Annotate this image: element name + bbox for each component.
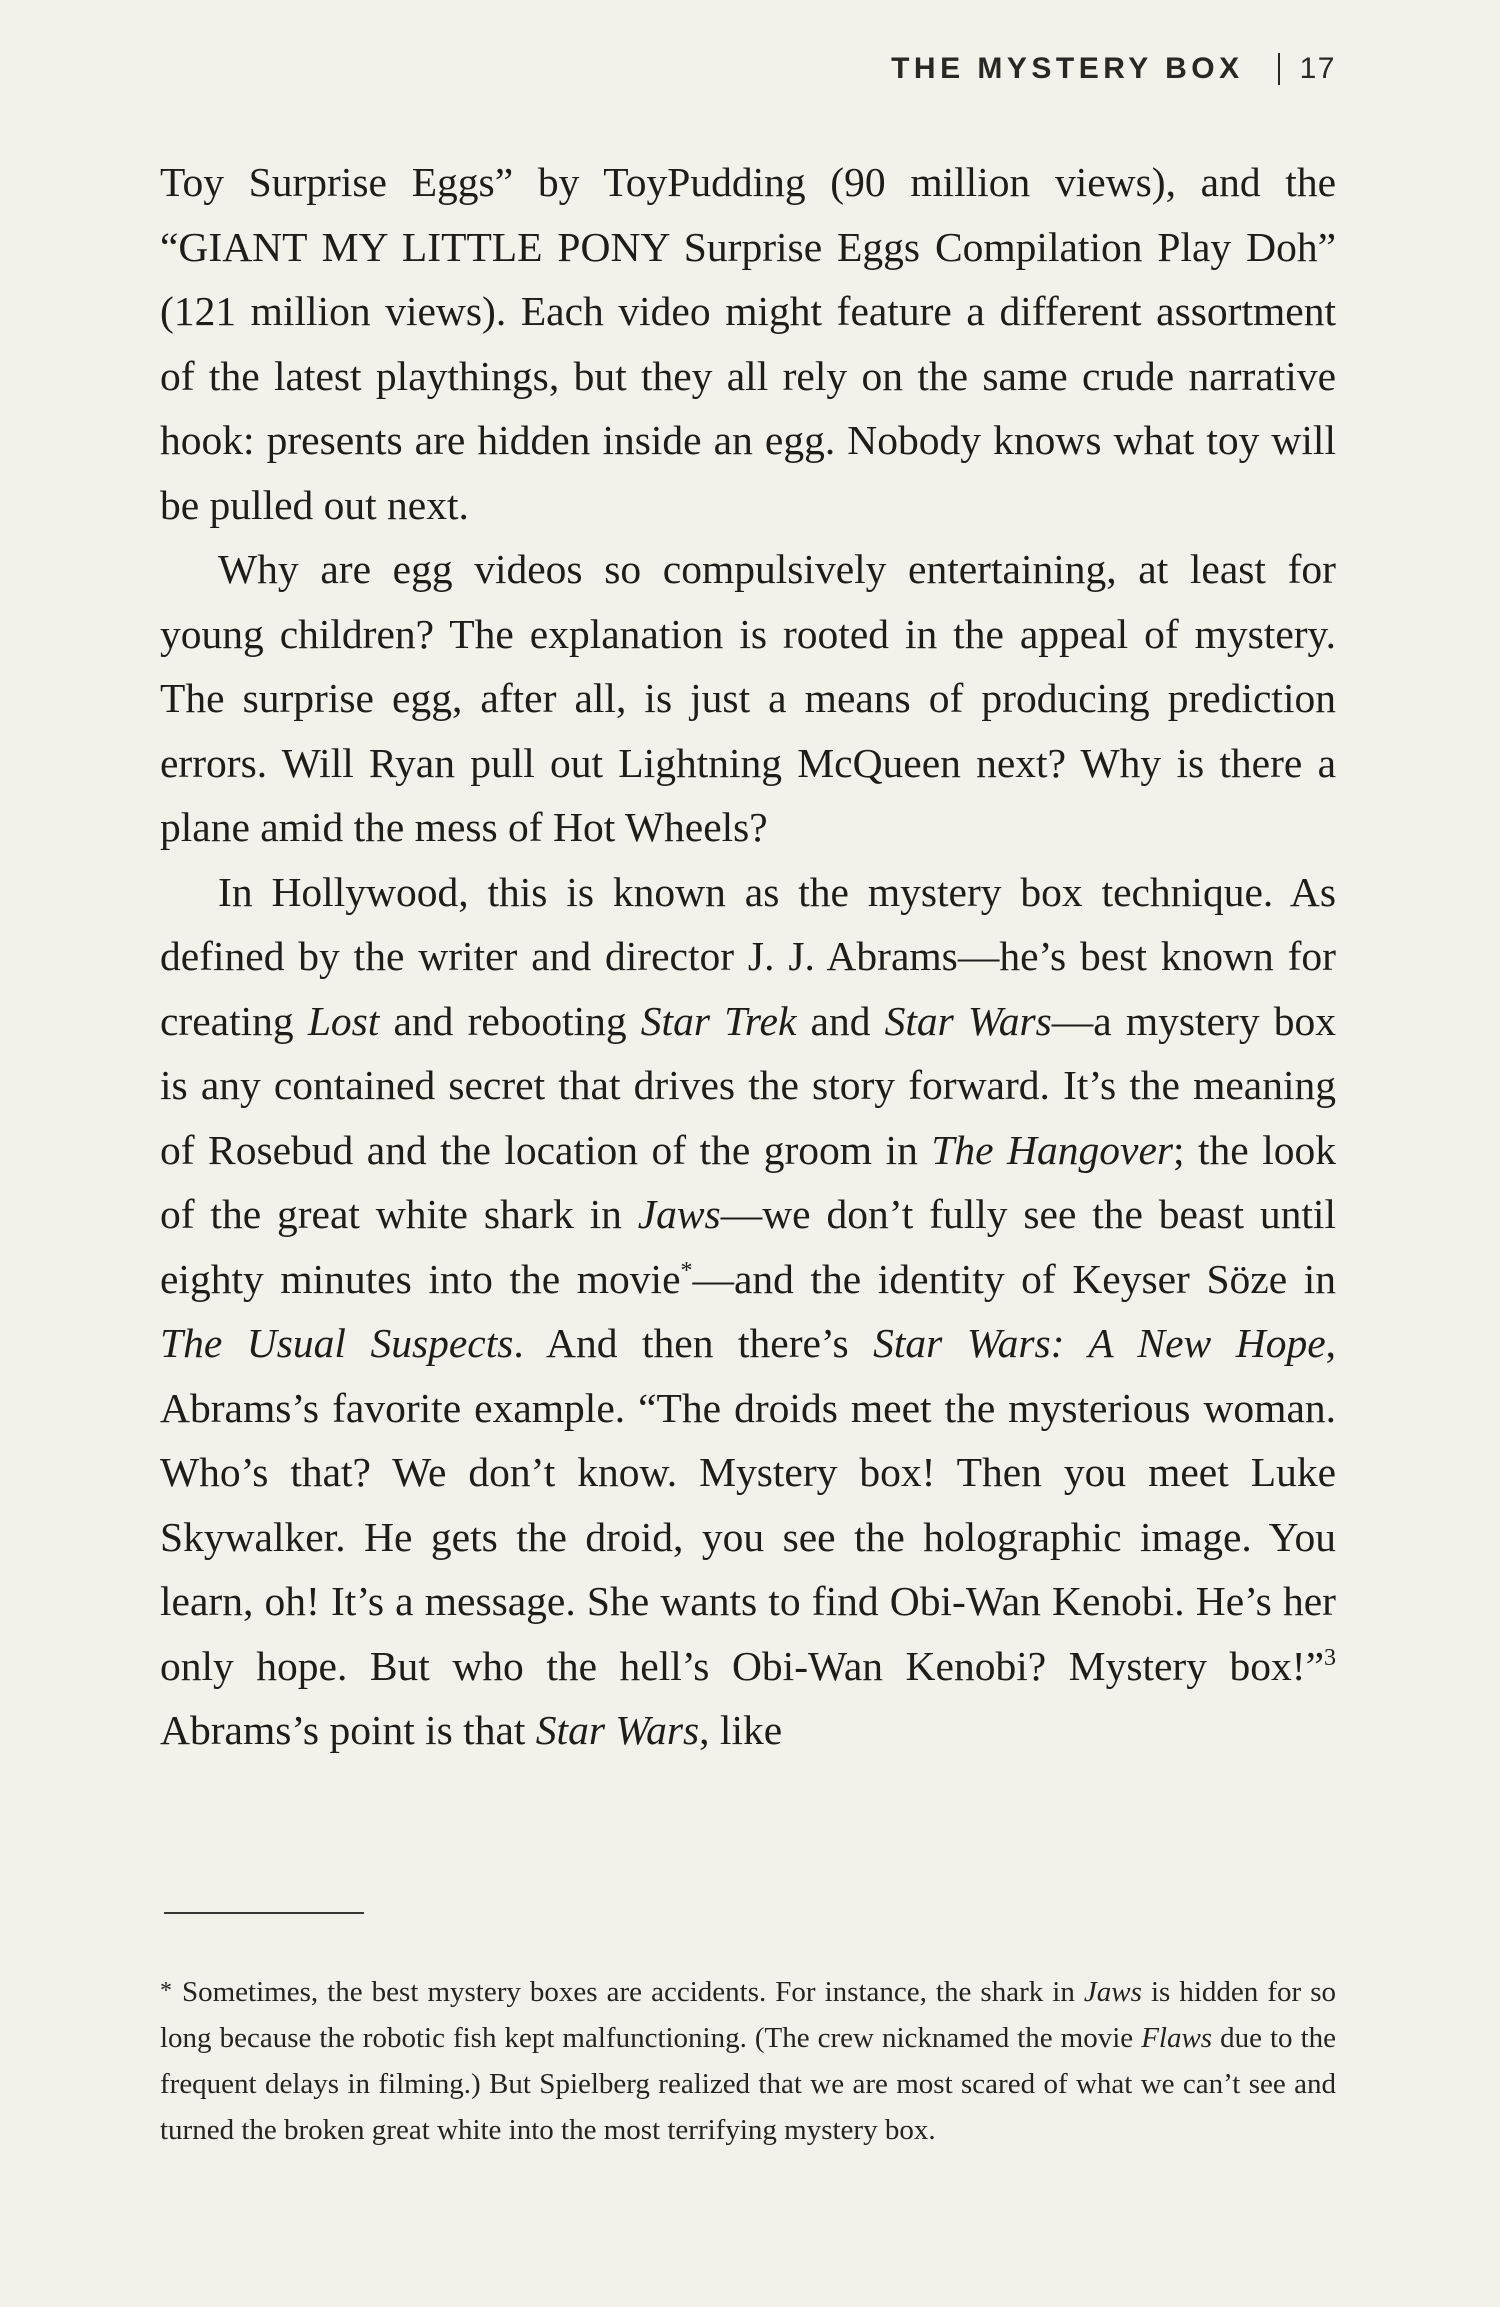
paragraph-3: In Hollywood, this is known as the mystery box technique. As defined by the writer and director J. J. Abrams—he’s best known for creating Lost and rebooting Star Trek and Star Wars—a mystery box is any contained secret that drives the story forward. It’s the meaning of Rosebud and the location of the groom in The Hangover; the look of the great white shark in Jaws—we don’t fully see the beast until eighty minutes into the movie*—and the identity of Keyser Söze in The Usual Suspects. And then there’s Star Wars: A New Hope, Abrams’s favorite example. “The droids meet the mysterious woman. Who’s that? We don’t know. Mystery box! Then you meet Luke Skywalker. He gets the droid, you see the holographic image. You learn, oh! It’s a message. She wants to find Obi-Wan Kenobi. He’s her only hope. But who the hell’s Obi-Wan Kenobi? Mystery box!”$^3$ Abrams’s point is that Star Wars, like [160,868,1336,1753]
running-head [891,52,1336,86]
title-lost: Lost [307,997,380,1044]
paragraph-1: Toy Surprise Eggs” by ToyPudding (90 million views), and the “GIANT MY LITTLE PONY Surprise Eggs Compilation Play Doh” (121 million views). Each video might feature a different assortment of the latest playthings, but they all rely on the same crude narrative hook: presents are hidden inside an egg. Nobody knows what toy will be pulled out next. [160,159,1336,528]
footnote: * Sometimes, the best mystery boxes are accidents. For instance, the shark in Jaws is hidden for so long because the robotic fish kept malfunctioning. (The crew nicknamed the movie Flaws due to the frequent delays in filming.) But Spielberg realized that we are most scared of what we can’t see and turned the broken great white into the most terrifying mystery box. [160,1976,1336,2146]
running-title: THE MYSTERY BOX [891,52,1244,85]
title-the-usual-suspects: The Usual Suspects [160,1320,514,1366]
title-the-hangover: The Hangover [931,1126,1174,1173]
header-separator [1278,53,1280,85]
footnote-divider [164,1912,364,1914]
footnote-mark: * [160,1978,172,2004]
body-text [160,150,1336,1763]
endnote-reference[interactable]: 3 [1324,1644,1336,1671]
title-star-trek: Star Trek [640,997,797,1044]
title-star-wars-2: Star Wars [535,1707,700,1753]
title-a-new-hope: Star Wars: A New Hope [873,1320,1326,1366]
footnote-title-jaws: Jaws [1083,1976,1142,2008]
title-star-wars: Star Wars [884,997,1052,1044]
page-number: 17 [1299,52,1336,85]
footnote-title-flaws: Flaws [1141,2022,1213,2054]
title-jaws: Jaws [637,1191,721,1237]
paragraph-2: Why are egg videos so compulsively entertaining, at least for young children? The explanation is rooted in the appeal of mystery. The surprise egg, after all, is just a means of producing prediction errors. Will Ryan pull out Lightning McQueen next? Why is there a plane amid the mess of Hot Wheels? [160,546,1336,850]
footnote-reference[interactable]: * [680,1257,693,1284]
